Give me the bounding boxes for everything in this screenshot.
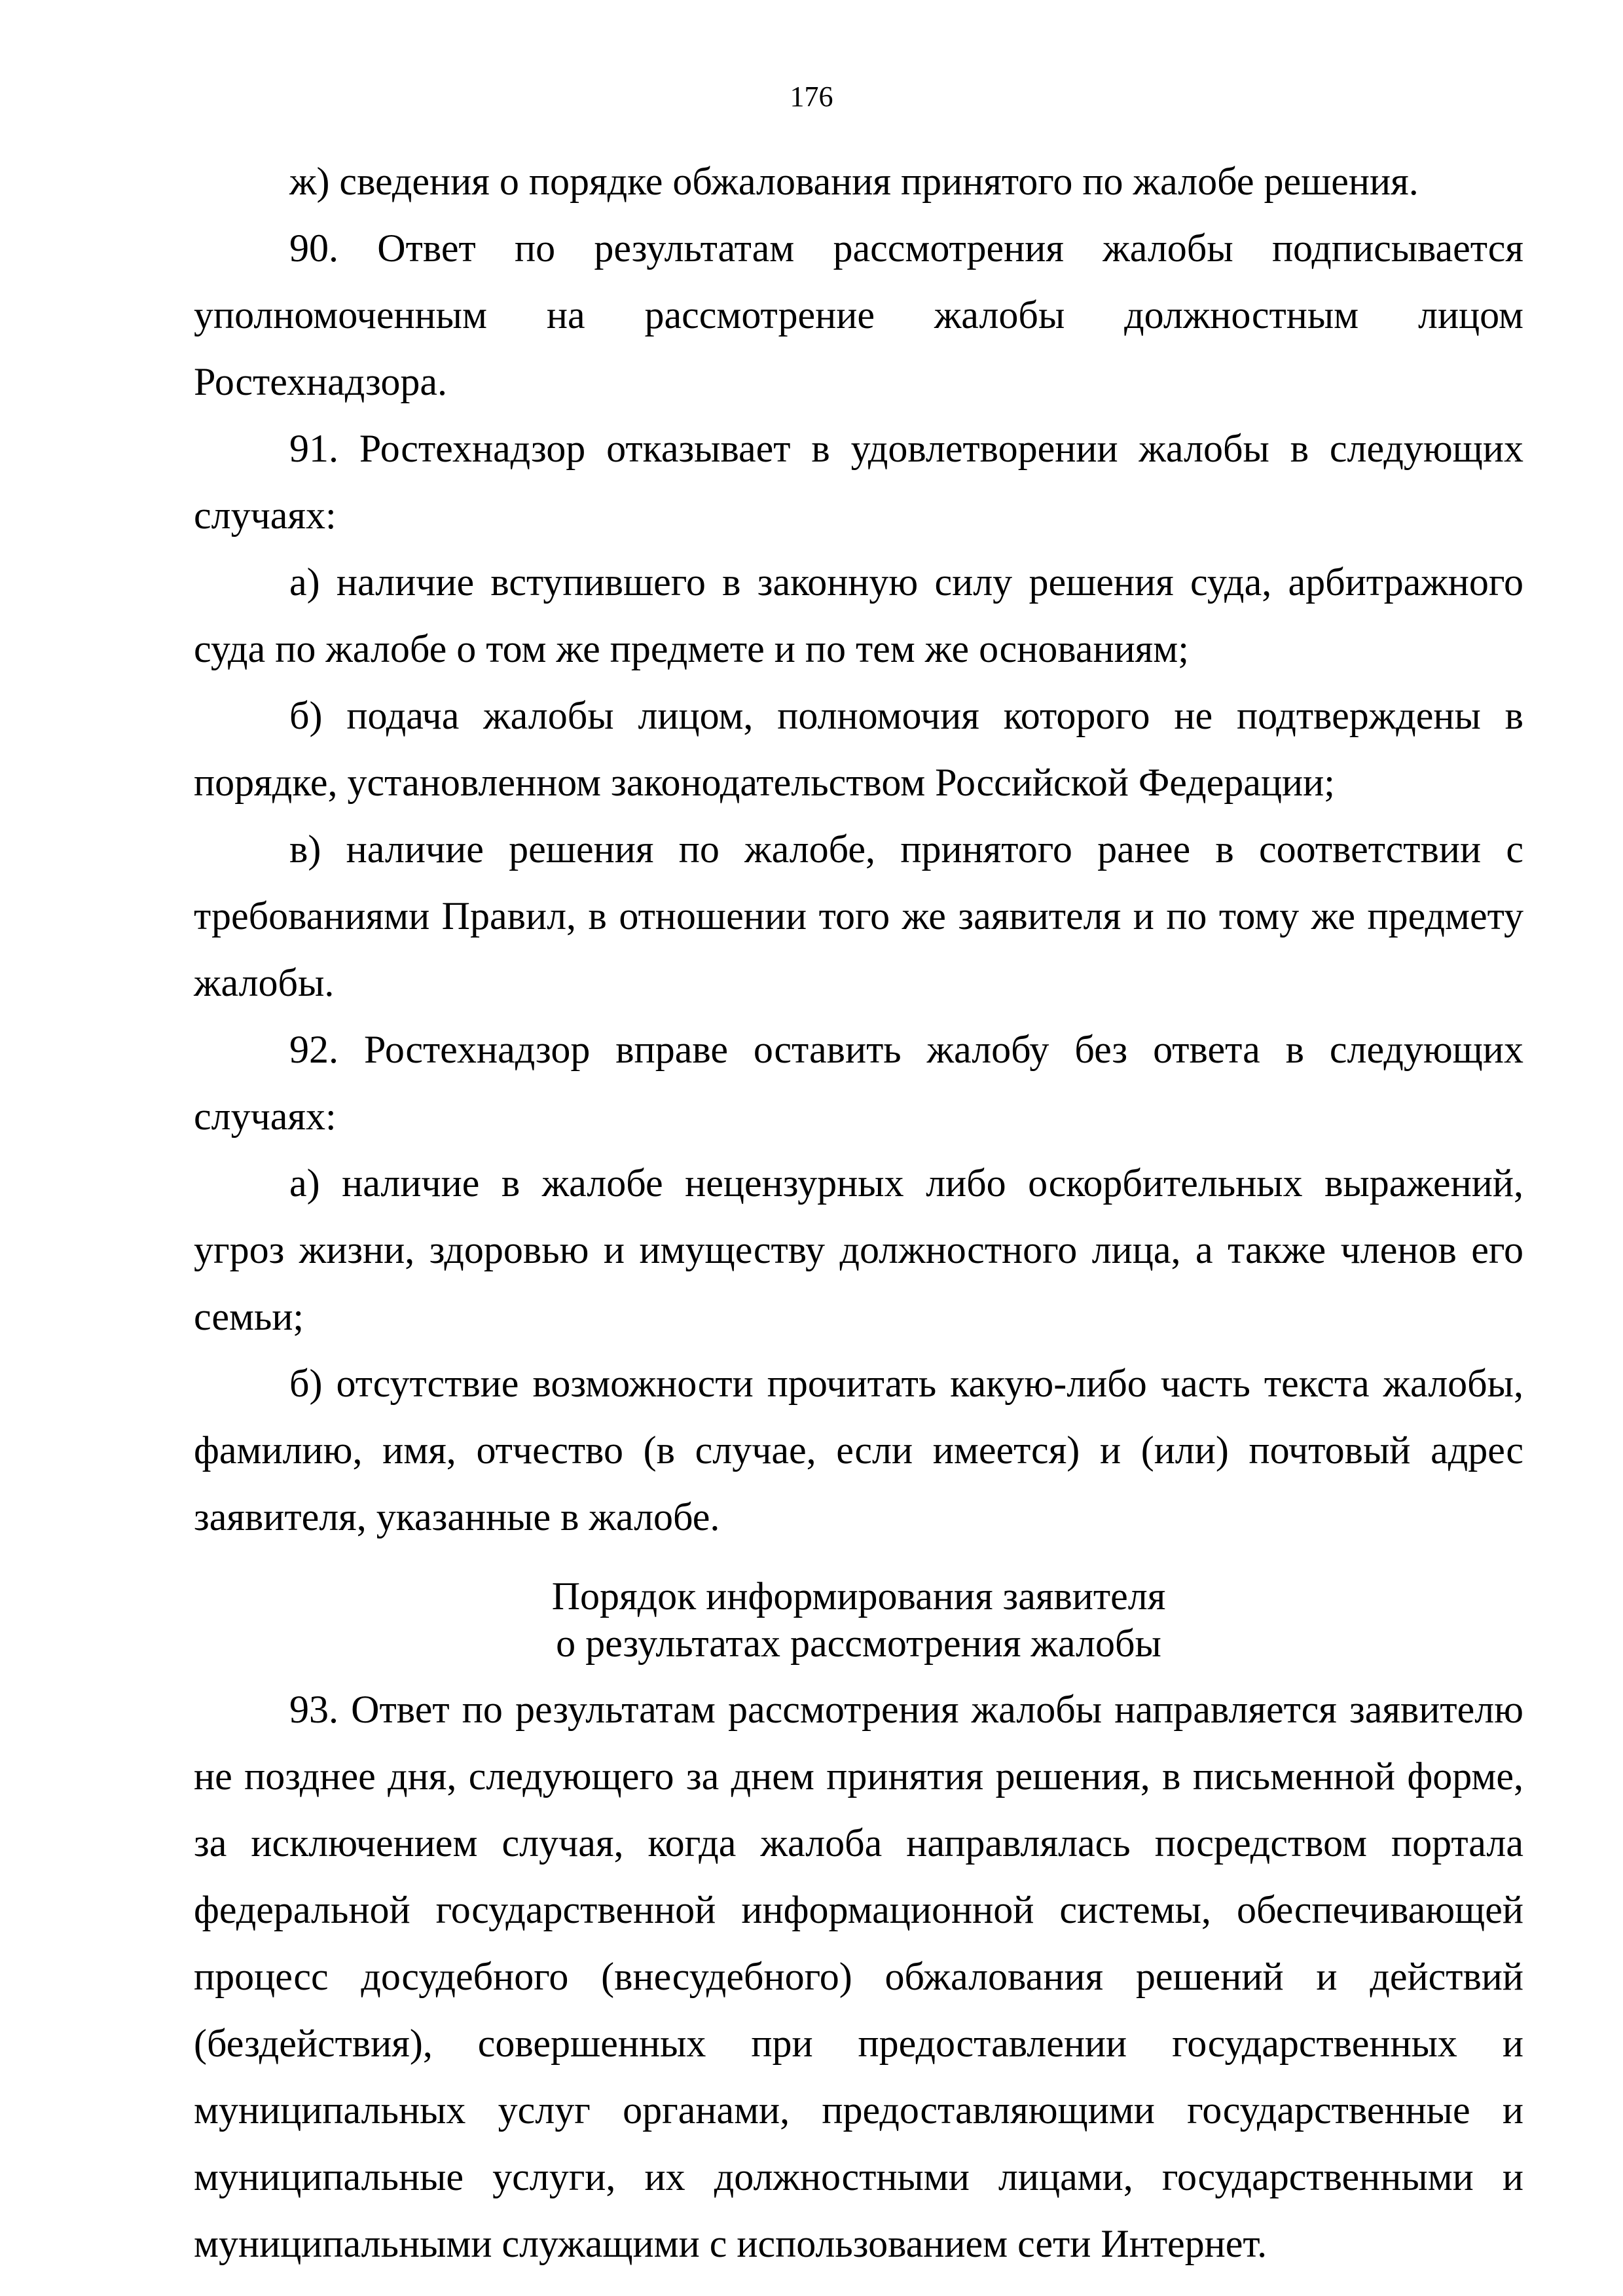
paragraph-92-b: б) отсутствие возможности прочитать какую-либо часть текста жалобы, фамилию, имя, отчество (в случае, если имеется) и (или) почтовый адрес заявителя, указанные в жалобе. (194, 1362, 1523, 1539)
section-heading-line-1: Порядок информирования заявителя (551, 1575, 1166, 1618)
page-number: 176 (790, 81, 833, 113)
paragraph-item-zh: ж) сведения о порядке обжалования принятого по жалобе решения. (289, 160, 1419, 203)
paragraph-90: 90. Ответ по результатам рассмотрения жалобы подписывается уполномоченным на рассмотрение жалобы должностным лицом Ростехнадзора. (194, 227, 1523, 403)
paragraph-93: 93. Ответ по результатам рассмотрения жалобы направляется заявителю не позднее дня, следующего за днем принятия решения, в письменной форме, за исключением случая, когда жалоба направлялась посредством портала федеральной государственной информационной системы, обеспечивающей процесс досудебного (внесудебного) обжалования решений и действий (бездействия), совершенных при предоставлении государственных и муниципальных услуг органами, предоставляющими государственные и муниципальные услуги, их должностными лицами, государственными и муниципальными служащими с использованием сети Интернет. (194, 1688, 1523, 2265)
paragraph-92-a: а) наличие в жалобе нецензурных либо оскорбительных выражений, угроз жизни, здоровью и имуществу должностного лица, а также членов его семьи; (194, 1161, 1523, 1338)
section-heading-line-2: о результатах рассмотрения жалобы (556, 1622, 1161, 1665)
paragraph-91: 91. Ростехнадзор отказывает в удовлетворении жалобы в следующих случаях: (194, 427, 1523, 537)
paragraph-92: 92. Ростехнадзор вправе оставить жалобу без ответа в следующих случаях: (194, 1028, 1523, 1138)
paragraph-91-a: а) наличие вступившего в законную силу решения суда, арбитражного суда по жалобе о том же предмете и по тем же основаниям; (194, 560, 1523, 670)
document-body (194, 148, 1523, 2277)
section-heading (194, 1573, 1523, 1667)
paragraph-91-b: б) подача жалобы лицом, полномочия которого не подтверждены в порядке, установленном законодательством Российской Федерации; (194, 694, 1523, 804)
paragraph-91-v: в) наличие решения по жалобе, принятого ранее в соответствии с требованиями Правил, в отношении того же заявителя и по тому же предмету жалобы. (194, 828, 1523, 1004)
